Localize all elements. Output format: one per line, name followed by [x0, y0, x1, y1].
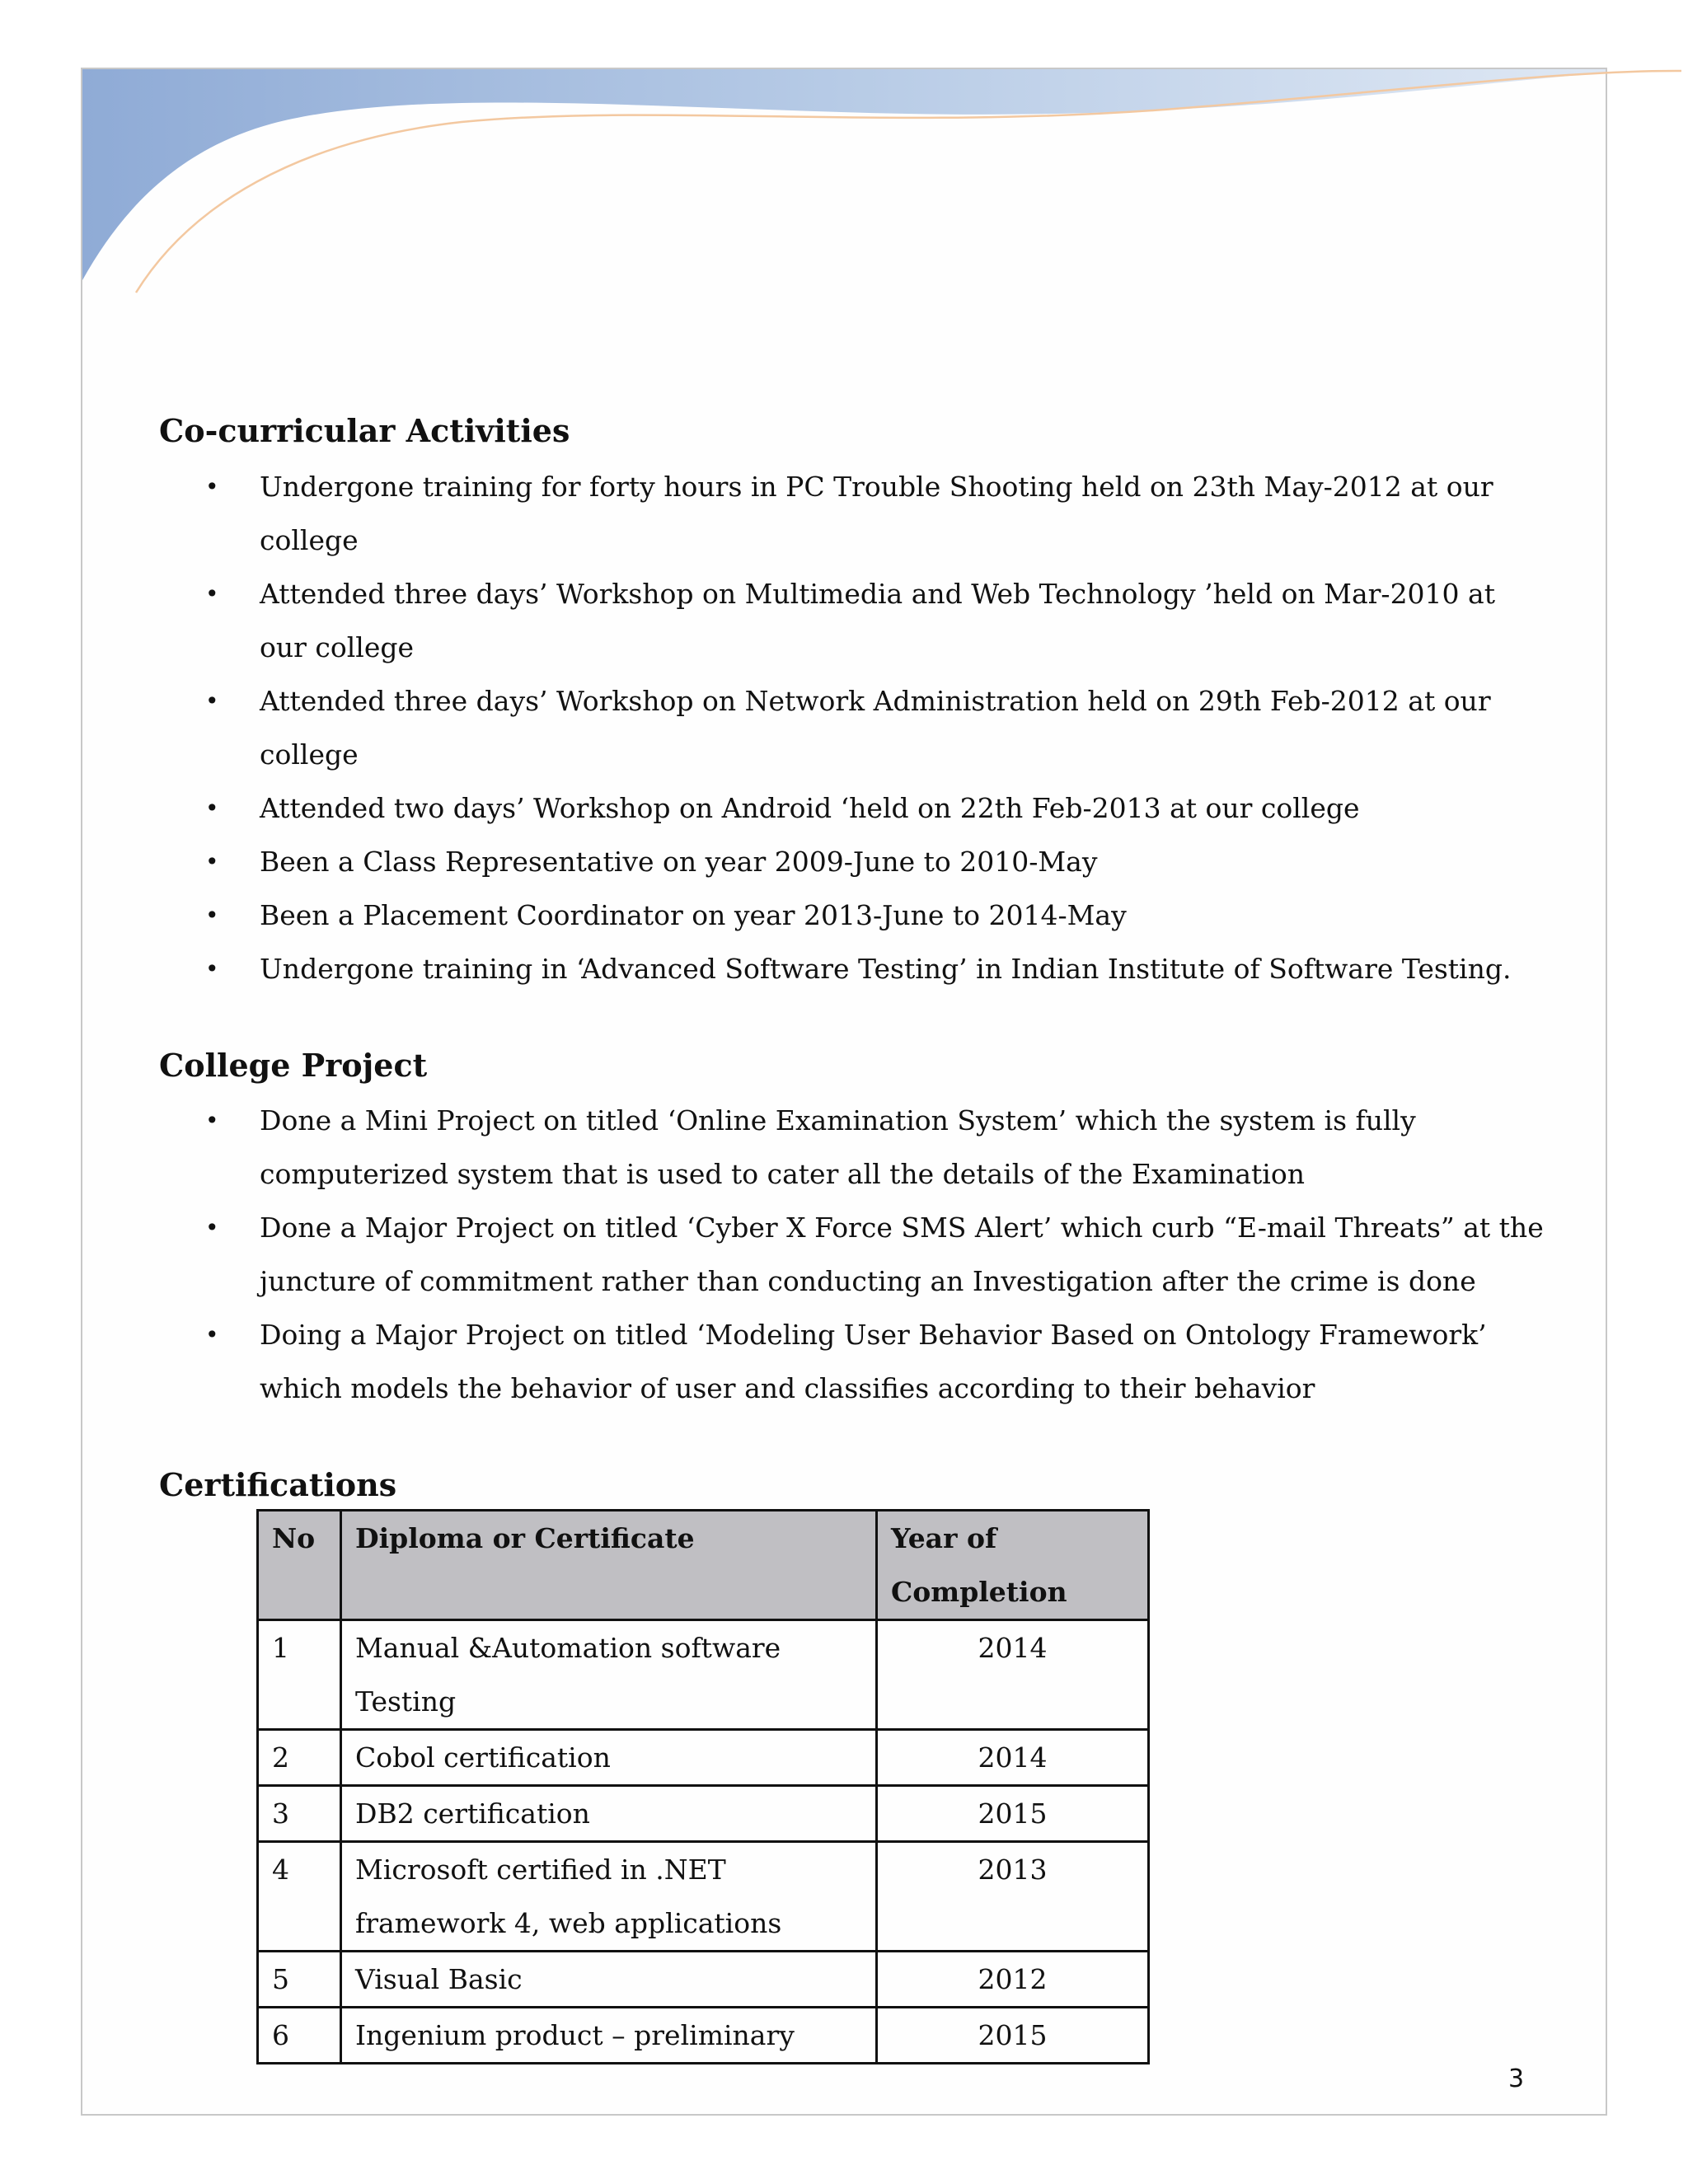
list-item: • Been a Class Representative on year 2009-June to 2010-May [159, 835, 1544, 888]
bullet-icon: • [205, 1107, 219, 1135]
list-item: • Done a Mini Project on titled ‘Online Examination System’ which the system is fully computerized system that is used to cater all the details of the Examination [159, 1094, 1544, 1201]
cell-no: 6 [258, 2008, 341, 2064]
cell-year: 2012 [877, 1952, 1149, 2008]
table-header-row [258, 1511, 1149, 1620]
bullet-icon: • [205, 794, 219, 822]
column-header-no: No [258, 1511, 341, 1620]
column-header-certificate: Diploma or Certificate [341, 1511, 877, 1620]
cell-year: 2013 [877, 1842, 1149, 1952]
bullet-icon: • [205, 579, 219, 607]
table-row [258, 1842, 1149, 1952]
list-item: • Been a Placement Coordinator on year 2013-June to 2014-May [159, 888, 1544, 942]
cell-certificate: Ingenium product – preliminary [341, 2008, 877, 2064]
bullet-icon: • [205, 1321, 219, 1349]
bullet-icon: • [205, 847, 219, 875]
resume-content [159, 412, 1544, 1504]
list-item: • Attended two days’ Workshop on Android ‘held on 22th Feb-2013 at our college [159, 781, 1544, 835]
cell-certificate: Visual Basic [341, 1952, 877, 2008]
cell-certificate: Manual &Automation software Testing [341, 1620, 877, 1730]
cocurricular-heading: Co-curricular Activities [159, 412, 570, 449]
cell-year: 2014 [877, 1730, 1149, 1786]
table-row [258, 1786, 1149, 1842]
certifications-heading: Certifications [159, 1466, 397, 1504]
bullet-icon: • [205, 1214, 219, 1242]
cell-certificate: Microsoft certified in .NET framework 4, web applications [341, 1842, 877, 1952]
table-row [258, 2008, 1149, 2064]
list-item: • Doing a Major Project on titled ‘Modeling User Behavior Based on Ontology Framework’ which models the behavior of user and classifies according to their behavior [159, 1308, 1544, 1415]
cell-year: 2015 [877, 1786, 1149, 1842]
page-number: 3 [1508, 2064, 1525, 2093]
list-item: • Done a Major Project on titled ‘Cyber X Force SMS Alert’ which curb “E-mail Threats” at the juncture of commitment rather than conducting an Investigation after the crime is done [159, 1201, 1544, 1308]
column-header-year: Year of Completion [877, 1511, 1149, 1620]
cell-no: 1 [258, 1620, 341, 1730]
list-item: • Attended three days’ Workshop on Network Administration held on 29th Feb-2012 at our college [159, 674, 1544, 781]
certifications-table [256, 1509, 1150, 2064]
list-item: • Undergone training for forty hours in PC Trouble Shooting held on 23th May-2012 at our college [159, 460, 1544, 567]
cell-certificate: Cobol certification [341, 1730, 877, 1786]
list-item: • Attended three days’ Workshop on Multimedia and Web Technology ’held on Mar-2010 at our college [159, 567, 1544, 674]
list-item: • Undergone training in ‘Advanced Software Testing’ in Indian Institute of Software Testing. [159, 942, 1544, 996]
bullet-icon: • [205, 687, 219, 715]
table-row [258, 1952, 1149, 2008]
table-row [258, 1730, 1149, 1786]
bullet-icon: • [205, 901, 219, 929]
cell-year: 2015 [877, 2008, 1149, 2064]
header-wave-decoration [0, 0, 1688, 313]
cocurricular-list [159, 460, 1544, 996]
cell-certificate: DB2 certification [341, 1786, 877, 1842]
cell-no: 3 [258, 1786, 341, 1842]
college-project-heading: College Project [159, 1046, 428, 1084]
bullet-icon: • [205, 954, 219, 982]
cell-year: 2014 [877, 1620, 1149, 1730]
bullet-icon: • [205, 472, 219, 500]
cell-no: 4 [258, 1842, 341, 1952]
cell-no: 5 [258, 1952, 341, 2008]
college-project-list [159, 1094, 1544, 1415]
cell-no: 2 [258, 1730, 341, 1786]
table-row [258, 1620, 1149, 1730]
